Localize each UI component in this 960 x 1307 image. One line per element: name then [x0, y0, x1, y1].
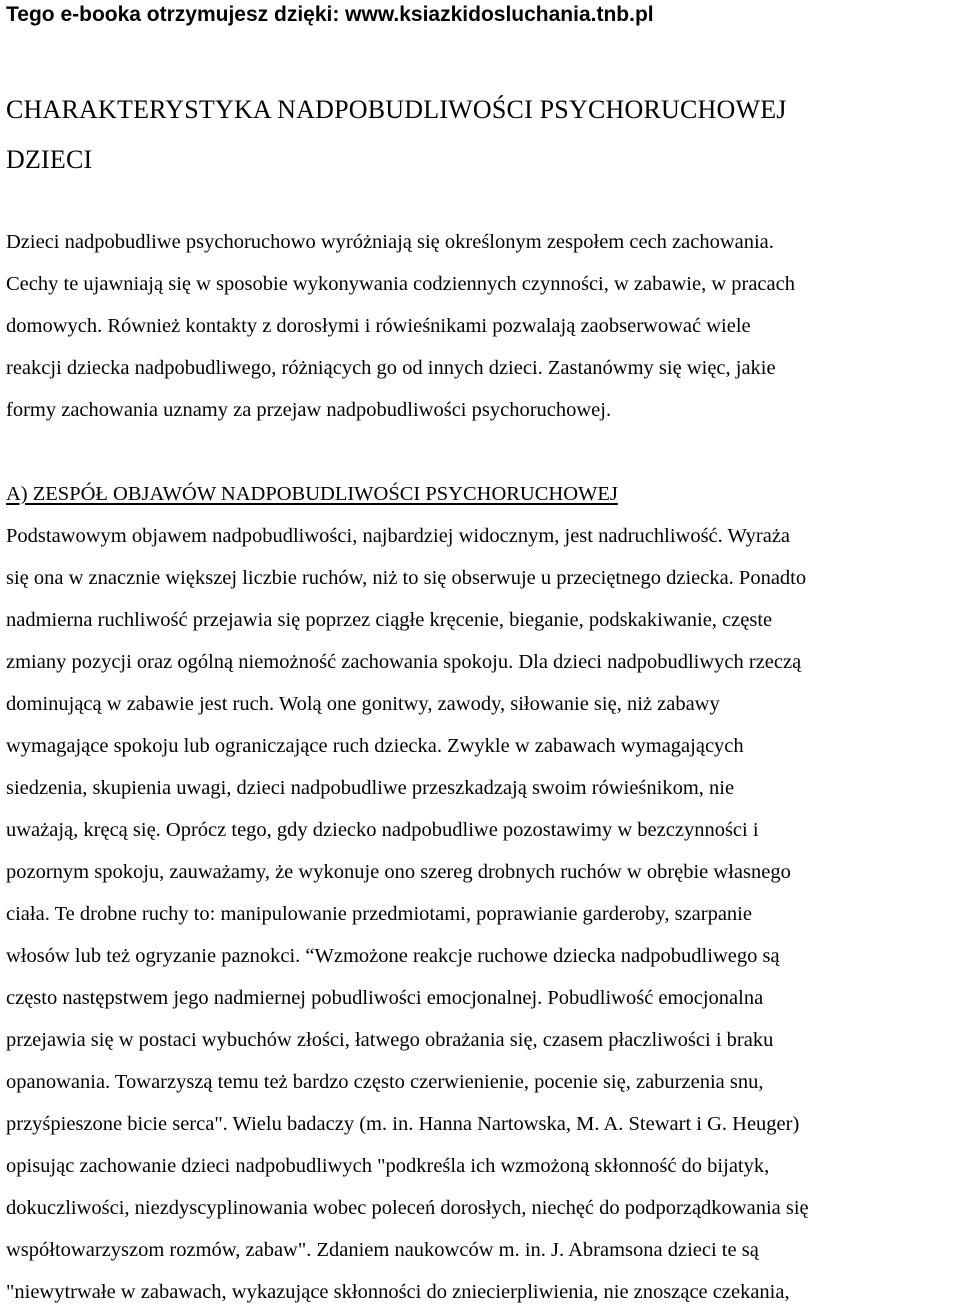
text-line: "niewytrwałe w zabawach, wykazujące skłonności do zniecierpliwienia, nie znoszące czekania, [6, 1281, 790, 1303]
text-line: się ona w znacznie większej liczbie ruchów, niż to się obserwuje u przeciętnego dziecka. Ponadto [6, 567, 807, 589]
text-line: domowych. Również kontakty z dorosłymi i rówieśnikami pozwalają zaobserwować wiele [6, 315, 751, 337]
text-line: Podstawowym objawem nadpobudliwości, najbardziej widocznym, jest nadruchliwość. Wyraża [6, 525, 791, 547]
text-line: przyśpieszone bicie serca". Wielu badaczy (m. in. Hanna Nartowska, M. A. Stewart i G. Heuger) [6, 1113, 800, 1135]
document-title-line-2: DZIECI [6, 145, 93, 174]
text-line: dominującą w zabawie jest ruch. Wolą one gonitwy, zawody, siłowanie się, niż zabawy [6, 693, 720, 715]
text-line: formy zachowania uznamy za przejaw nadpobudliwości psychoruchowej. [6, 399, 612, 421]
source-banner: Tego e-booka otrzymujesz dzięki: www.ksiazkidosluchania.tnb.pl [6, 3, 654, 26]
text-line: siedzenia, skupienia uwagi, dzieci nadpobudliwe przeszkadzają swoim rówieśnikom, nie [6, 777, 735, 799]
text-line: dokuczliwości, niezdyscyplinowania wobec poleceń dorosłych, niechęć do podporządkowania się [6, 1197, 809, 1219]
text-line: pozornym spokoju, zauważamy, że wykonuje ono szereg drobnych ruchów w obrębie własnego [6, 861, 791, 883]
text-line: zmiany pozycji oraz ogólną niemożność zachowania spokoju. Dla dzieci nadpobudliwych rzeczą [6, 651, 802, 673]
text-line: opanowania. Towarzyszą temu też bardzo często czerwienienie, pocenie się, zaburzenia snu, [6, 1071, 764, 1093]
text-line: przejawia się w postaci wybuchów złości, łatwego obrażania się, czasem płaczliwości i braku [6, 1029, 774, 1051]
text-line: Cechy te ujawniają się w sposobie wykonywania codziennych czynności, w zabawie, w pracach [6, 273, 795, 295]
text-line: włosów lub też ogryzanie paznokci. “Wzmożone reakcje ruchowe dziecka nadpobudliwego są [6, 945, 780, 967]
text-line: opisując zachowanie dzieci nadpobudliwych "podkreśla ich wzmożoną skłonność do bijatyk, [6, 1155, 770, 1177]
text-line: ciała. Te drobne ruchy to: manipulowanie przedmiotami, poprawianie garderoby, szarpanie [6, 903, 752, 925]
text-line: wymagające spokoju lub ograniczające ruch dziecka. Zwykle w zabawach wymagających [6, 735, 744, 757]
text-line: Dzieci nadpobudliwe psychoruchowo wyróżniają się określonym zespołem cech zachowania. [6, 231, 774, 253]
section-a-heading: A) ZESPÓŁ OBJAWÓW NADPOBUDLIWOŚCI PSYCHORUCHOWEJ [6, 483, 618, 505]
text-line: uważają, kręcą się. Oprócz tego, gdy dziecko nadpobudliwe pozostawimy w bezczynności i [6, 819, 759, 841]
text-line: reakcji dziecka nadpobudliwego, różniących go od innych dzieci. Zastanówmy się więc, jakie [6, 357, 776, 379]
text-line: nadmierna ruchliwość przejawia się poprzez ciągłe kręcenie, bieganie, podskakiwanie, częste [6, 609, 773, 631]
document-title-line-1: CHARAKTERYSTYKA NADPOBUDLIWOŚCI PSYCHORUCHOWEJ [6, 95, 787, 124]
text-line: współtowarzyszom rozmów, zabaw". Zdaniem naukowców m. in. J. Abramsona dzieci te są [6, 1239, 759, 1261]
text-line: często następstwem jego nadmiernej pobudliwości emocjonalnej. Pobudliwość emocjonalna [6, 987, 764, 1009]
